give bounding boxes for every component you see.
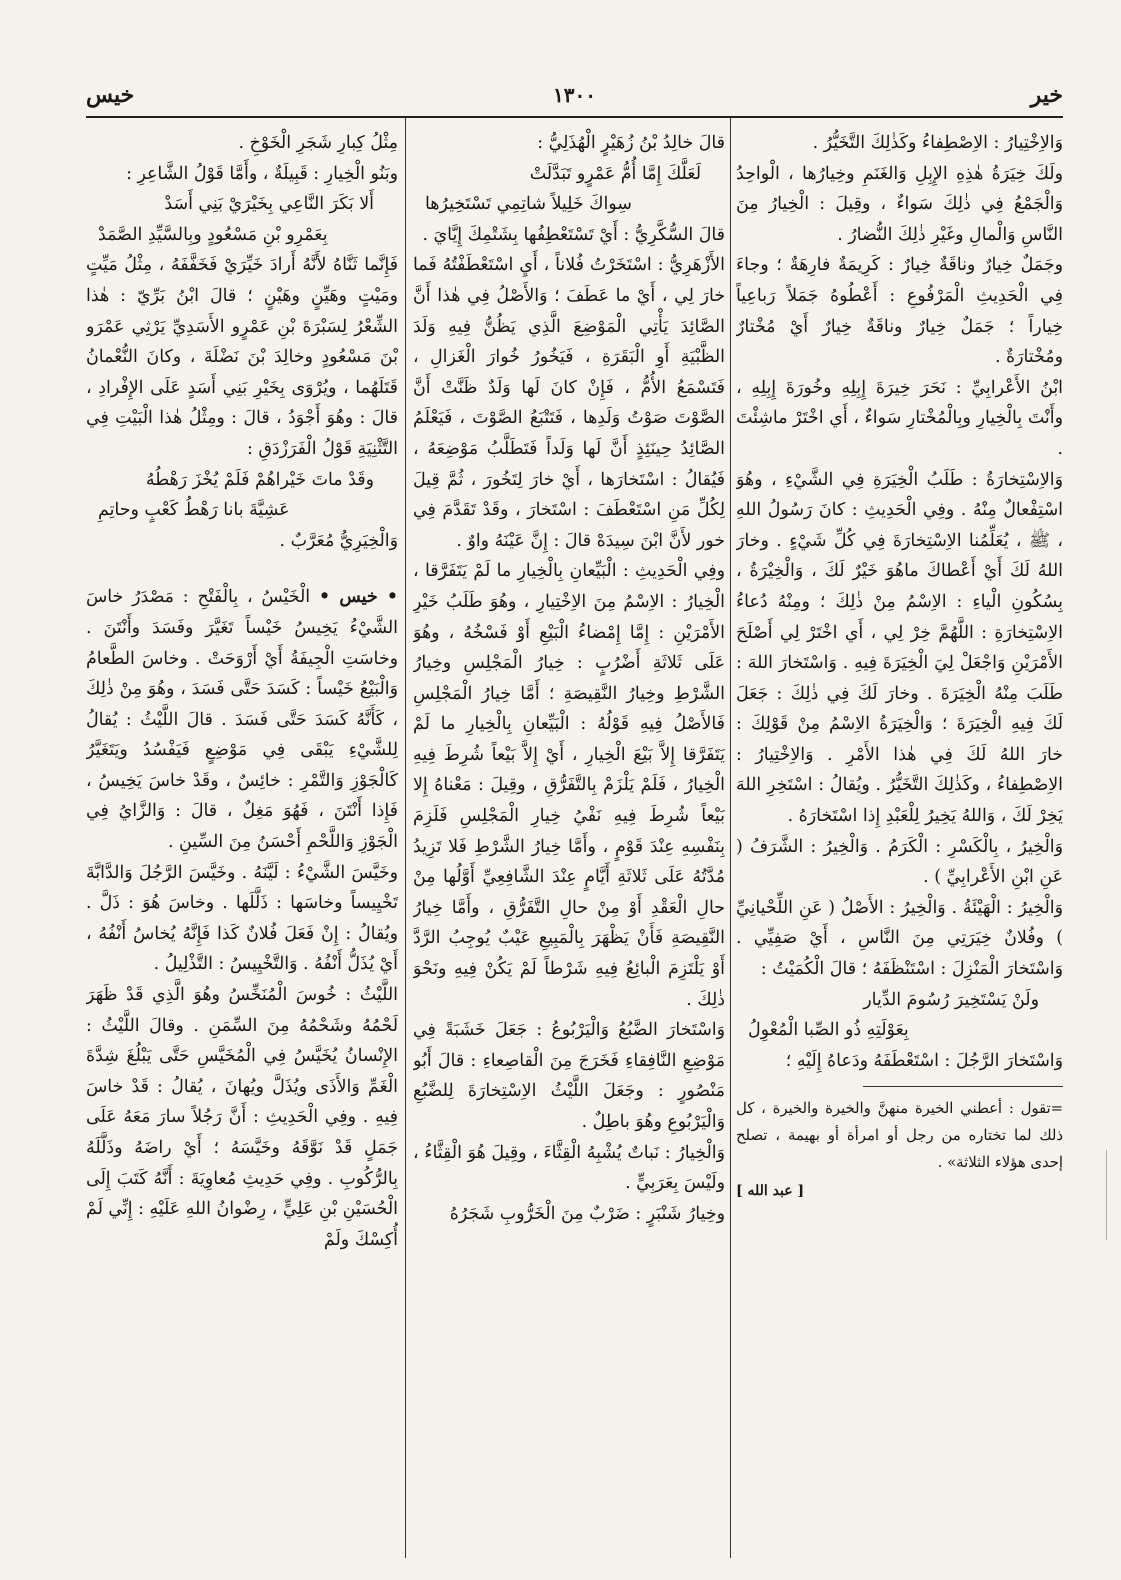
entry-paragraph — [86, 582, 398, 857]
right-column — [736, 128, 1063, 1548]
header-right-word: خير — [1030, 82, 1063, 108]
column-divider-left — [405, 118, 406, 1558]
paragraph: ولَكَ خِيَرَةُ هٰذِهِ الإِبِلِ وَالغَنَمِ وخِيارُها ، الْواحِدُ وَالْجَمْعُ فِي ذٰلِكَ سَواءٌ ، وقِيلَ : الْخِيارُ مِنَ النَّاسِ وَالْمالِ وغَيْرِ ذٰلِكَ النُّضارُ . — [736, 163, 1063, 245]
header-rule — [86, 116, 1063, 118]
paragraph: وَاسْتَخارَ الضَّبُعُ وَالْيَرْبُوعُ : جَعَلَ خَشَبَةً فِي مَوْضِعِ النَّافِقاءِ فَخَرَجَ مِنَ الْقاصِعاءِ : قالَ أَبُو مَنْصُورٍ : وجَعَلَ اللَّيْثُ الاِسْتِخارَةَ لِلضَّبُعِ وَالْيَرْبُوعِ وهُوَ باطِلٌ . — [413, 1020, 725, 1132]
paragraph: الأَزْهَرِيُّ : اسْتَخَرْتُ فُلاناً ، أَيِ اسْتَعْطَفْتُهُ فَما خارَ لِي ، أَيْ ما عَطَفَ ؛ وَالأَصْلُ فِي هٰذا أَنَّ الصَّائِدَ يَأْتِي الْمَوْضِعَ الَّذِي يَظُنُّ فِيهِ وَلَدَ الظَّبْيَةِ أَوِ الْبَقَرَةِ ، فَيَخُورُ خُوارَ الْغَزالِ ، فَتَسْمَعُ الأُمُّ ، فَإِنْ كانَ لَها وَلَدٌ ظَنَّتْ أَنَّ الصَّوْتَ صَوْتُ وَلَدِها ، فَتَتْبَعُ الصَّوْتَ ، فَيَعْلَمُ الصَّائِدُ حِينَئِذٍ أَنَّ لَها وَلَداً فَتَطَلَّبُ مَوْضِعَهُ ، فَيُقالُ : اسْتَخارَها ، أَيْ خارَ لِتَخُورَ ، ثُمَّ قِيلَ لِكُلِّ مَنِ اسْتَعْطَفَ : اسْتَخارَ ، وقَدْ تَقَدَّمَ فِي خور لأَنَّ ابْنَ سِيدَهْ قالَ : إِنَّ عَيْنَهُ واوٌ . — [413, 255, 725, 551]
paragraph: فَإِنَّما ثَنَّاهُ لأَنَّهُ أَرادَ خَيِّرَيْ فَخَفَّفَهُ ، مِثْلُ مَيِّتٍ ومَيْتٍ وهَيِّنٍ وهَيْنٍ ؛ قالَ ابْنُ بَرِّيّ : هٰذا الشِّعْرُ لِسَبْرَةَ بْنِ عَمْرٍو الأَسَدِيِّ يَرْثِي عَمْرَو بْنَ مَسْعُودٍ وخالِدَ بْنَ نَضْلَةَ ، وكانَ النُّعْمانُ قَتَلَهُما ، ويُرْوَى بِخَيْرِ بَنِي أَسَدٍ عَلَى الإِفْرادِ ، قالَ : وهُوَ أَجْوَدُ ، قالَ : ومِثْلُ هٰذا الْبَيْتِ فِي التَّثْنِيَةِ قَوْلُ الْفَرَزْدَقِ : — [86, 255, 398, 459]
paragraph: قالَ السُّكَّرِيُّ : أَيْ تَسْتَعْطِفُها بِشَتْمِكَ إِيَّايَ . — [422, 224, 725, 245]
middle-column — [413, 128, 725, 1548]
paragraph: وبَنُو الْخِيارِ : قَبِيلَةٌ ، وأَمَّا قَوْلُ الشَّاعِرِ : — [126, 163, 398, 184]
verse-line: بِعَوْلَتِهِ ذُو الصِّبا الْمُعْوِلُ — [748, 1020, 909, 1041]
entry-gap — [86, 556, 398, 582]
page-header — [86, 78, 1063, 118]
verse-line: سِواكَ خَلِيلاً شاتِمِي تَسْتَخِيرُها — [425, 194, 632, 215]
verse-line: ولَنْ يَسْتَخِيرَ رُسُومَ الدِّيار — [863, 989, 1039, 1010]
paragraph: وَالْخِيرُ : الْهَيْئَةُ . وَالْخِيرُ : الأَصْلُ ( عَنِ اللِّحْيانِيِّ ) وفُلانٌ خِيَرَتِي مِنَ النَّاسِ ، أَيْ صَفِيِّي . وَاسْتَخارَ الْمَنْزِلَ : اسْتَنْظَفَهُ ؛ قالَ الْكُمَيْتُ : — [736, 897, 1063, 980]
verse-line: بِعَمْرِو بْنِ مَسْعُودٍ وبِالسَّيِّدِ الصَّمَدْ — [98, 224, 328, 245]
column-divider-right — [730, 118, 731, 1558]
paragraph: اللَّيْثُ : خُوسَ الْمُنَخِّسُ وهُوَ الَّذِي قَدْ ظَهَرَ لَحْمُهُ وشَحْمُهُ مِنَ السِّمَنِ . وقالَ اللَّيْثُ : الإِنْسانُ يُخَيَّسُ فِي الْمُخَيَّسِ حَتَّى يَبْلُغَ شِدَّةَ الْغَمِّ وَالأَذَى ويُذَلَّ ويُهانَ ، يُقالُ : قَدْ خاسَ فِيهِ . وفِي الْحَدِيثِ : أَنَّ رَجُلاً سارَ مَعَهُ عَلَى جَمَلٍ قَدْ نَوَّقَهُ وخَيَّسَهُ ؛ أَيْ راضَهُ وذَلَّلَهُ بِالرُّكُوبِ . وفِي حَدِيثِ مُعاوِيَةَ : أَنَّهُ كَتَبَ إِلَى الْحُسَيْنِ بْنِ عَلِيٍّ ، رِضْوانُ اللهِ عَلَيْهِ : إِنِّي لَمْ أُكِسْكَ ولَمْ — [86, 985, 398, 1250]
left-column — [86, 128, 398, 1548]
verse-line: لَعَلَّكَ إِمَّا أُمُّ عَمْرٍو تَبَدَّلَتْ — [529, 163, 701, 184]
paragraph: ابْنُ الأَعْرابِيِّ : نَحَرَ خِيرَةَ إِبِلِهِ وخُورَةَ إِبِلِهِ ، وأَنْتَ بِالْخِيارِ وبِالْمُخْتارِ سَواءٌ ، أَي اخْتَرْ ماشِئْتَ . — [736, 377, 1063, 459]
footnote-signature: [ عبد الله ] — [736, 1183, 805, 1200]
margin-mark — [1098, 1150, 1107, 1240]
entry-headword: • خيس • — [318, 587, 398, 608]
verse-line: عَشِيَّةَ بانا رَهْطُ كَعْبٍ وحاتِمِ — [98, 500, 290, 521]
paragraph: وفِي الْحَدِيثِ : الْبَيِّعانِ بِالْخِيارِ ما لَمْ يَتَفَرَّقا ، الْخِيارُ : الاِسْمُ مِنَ الاِخْتِيارِ ، وهُوَ طَلَبُ خَيْرِ الأَمْرَيْنِ : إِمَّا إِمْضاءُ الْبَيْعِ أَوْ فَسْخُهُ ، وهُوَ عَلَى ثَلاثَةِ أَضْرُبٍ : خِيارُ الْمَجْلِسِ وخِيارُ الشَّرْطِ وخِيارُ النَّقِيصَةِ ؛ أَمَّا خِيارُ الْمَجْلِسِ فَالأَصْلُ فِيهِ قَوْلُهُ : الْبَيِّعانِ بِالْخِيارِ ما لَمْ يَتَفَرَّقا إِلاَّ بَيْعَ الْخِيارِ ، أَيْ إِلاَّ بَيْعاً شُرِطَ فِيهِ الْخِيارُ ، فَلَمْ يَلْزَمْ بِالتَّفَرُّقِ ، وقِيلَ : مَعْناهُ إِلا بَيْعاً شُرِطَ فِيهِ نَفْيُ خِيارِ الْمَجْلِسِ فَلَزِمَ بِنَفْسِهِ عِنْدَ قَوْمٍ ، وأَمَّا خِيارُ الشَّرْطِ فَلا تَزِيدُ مُدَّتُهُ عَلَى ثَلاثَةِ أَيَّامٍ عِنْدَ الشَّافِعِيِّ أَوَّلُها مِنْ حالِ الْعَقْدِ أَوْ مِنْ حالِ التَّفَرُّقِ ، وأَمَّا خِيارُ النَّقِيصَةِ فَأَنْ يَظْهَرَ بِالْمَبِيعِ عَيْبٌ يُوجِبُ الرَّدَّ أَوْ يَلْتَزِمَ الْبائِعُ فِيهِ شَرْطاً لَمْ يَكُنْ فِيهِ ونَحْوَ ذٰلِكَ . — [413, 561, 725, 1010]
paragraph: وخِيارُ شَنْبَرٍ : ضَرْبٌ مِنَ الْخَرُّوبِ شَجَرُهُ — [449, 1203, 725, 1224]
header-left-word: خيس — [86, 82, 135, 108]
verse-line: وقَدْ ماتَ خَيْراهُمْ فَلَمْ يُخْزَ رَهْطُهُ — [145, 469, 374, 490]
verse-line: أَلا بَكَرَ النَّاعِي بِخَيْرَيْ بَنِي أَسَدْ — [164, 194, 374, 215]
paragraph: وجَمَلٌ خِيارٌ وناقَةٌ خِيارٌ : كَرِيمَةٌ فارِهَةٌ ؛ وجاءَ فِي الْحَدِيثِ الْمَرْفُوعِ : أَعْطُوهُ جَمَلاً رَباعِياً خِياراً ؛ جَمَلٌ خِيارٌ وناقَةٌ خِيارٌ أَيْ مُخْتارٌ ومُخْتارَةٌ . — [736, 255, 1063, 368]
paragraph: وَالاِسْتِخارَةُ : طَلَبُ الْخِيَرَةِ فِي الشَّيْءِ ، وهُوَ اسْتِفْعالٌ مِنْهُ . وفِي الْحَدِيثِ : كانَ رَسُولُ اللهِ ، ﷺ ، يُعَلِّمُنا الاِسْتِخارَةَ فِي كُلِّ شَيْءٍ . وخارَ اللهُ لَكَ أَيْ أَعْطاكَ ماهُوَ خَيْرٌ لَكَ ، وَالْخِيْرَةُ ، بِسُكُونِ الْياءِ : الاِسْمُ مِنْ ذٰلِكَ ؛ ومِنْهُ دُعاءُ الاِسْتِخارَةِ : اللَّهُمَّ خِرْ لِي ، أَي اخْتَرْ لِي أَصْلَحَ الأَمْرَيْنِ وَاجْعَلْ لِيَ الْخِيَرَةَ فِيهِ . وَاسْتَخارَ اللهَ : طَلَبَ مِنْهُ الْخِيَرَةَ . وخارَ لَكَ فِي ذٰلِكَ : جَعَلَ لَكَ فِيهِ الْخِيَرَةَ ؛ وَالْخِيَرَةُ الاِسْمُ مِنْ قَوْلِكَ : خارَ اللهُ لَكَ فِي هٰذا الأَمْرِ . وَالاِخْتِيارُ : الاِصْطِفاءُ ، وكَذٰلِكَ التَّخَيُّرُ . ويُقالُ : اسْتَخِرِ اللهَ يَخِرْ لَكَ ، وَاللهُ يَخِيرُ لِلْعَبْدِ إِذا اسْتَخارَهُ . — [736, 469, 1063, 827]
paragraph: وَالْخِيارُ : نَباتٌ يُشْبِهُ الْقِثَّاءَ ، وقِيلَ هُوَ الْقِثَّاءُ ، ولَيْسَ بِعَرَبِيٍّ . — [413, 1142, 725, 1194]
page-number: ١٣٠٠ — [553, 83, 596, 107]
entry-text: الْخَيْسُ ، بِالْفَتْحِ : مَصْدَرُ خاسَ الشَّيْءُ يَخِيسُ خَيْساً تَغَيَّرَ وفَسَدَ وأَنْتَنَ . وخاسَتِ الْجِيفَةُ أَيْ أَرْوَحَتْ . وخاسَ الطَّعامُ وَالْبَيْعُ خَيْساً : كَسَدَ حَتَّى فَسَدَ ، وهُوَ مِنْ ذٰلِكَ ، كَأَنَّهُ كَسَدَ حَتَّى فَسَدَ . قالَ اللَّيْثُ : يُقالُ لِلشَّيْءِ يَبْقَى فِي مَوْضِعٍ فَيَفْسُدُ ويَتَغَيَّرُ كَالْجَوْزِ وَالتَّمْرِ : خائِسٌ ، وقَدْ خاسَ يَخِيسُ ، فَإِذا أَنْتَنَ ، فَهُوَ مَغِلٌ ، قالَ : وَالزَّايُ فِي الْجَوْزِ وَاللَّحْمِ أَحْسَنُ مِنَ السِّينِ . — [86, 587, 398, 853]
paragraph: مِثْلُ كِبارِ شَجَرِ الْخَوْخِ . — [238, 133, 398, 153]
paragraph: وَالْخِيرُ ، بِالْكَسْرِ : الْكَرَمُ . وَالْخِيرُ : الشَّرَفُ ( عَنِ ابْنِ الأَعْرابِيِّ ) . — [736, 836, 1063, 888]
paragraph: وَاسْتَخارَ الرَّجُلَ : اسْتَعْطَفَهُ ودَعاهُ إِلَيْهِ ؛ — [785, 1050, 1063, 1071]
paragraph: قالَ خالِدُ بْنُ زُهَيْرٍ الْهُذَلِيُّ : — [537, 133, 725, 153]
paragraph: وَالْخِيَرِيُّ مُعَرَّبٌ . — [279, 530, 398, 551]
footnote: =تقول : أعطني الخيرة منهنَّ والخيرة والخيرة ، كل ذلك لما تختاره من رجل أو امرأة أو بهيمة ، تصلح إحدى هؤلاء الثلاثة» . — [736, 1100, 1063, 1172]
paragraph: وخَيَّسَ الشَّيْءُ : لَيَّنَهُ . وخَيَّسَ الرَّجُلَ وَالدَّابَّةَ تَخْيِيساً وخاسَها : ذَلَّلَها . وخاسَ هُوَ : ذَلَّ . ويُقالُ : إِنْ فَعَلَ فُلانٌ كَذا فَإِنَّهُ يُخاسُ أَنْفُهُ ، أَيْ يُذَلُّ أَنْفُهُ . وَالتَّخْيِيسُ : التَّذْلِيلُ . — [86, 862, 398, 975]
paragraph: وَالاِخْتِيارُ : الاِصْطِفاءُ وكَذٰلِكَ التَّخَيُّرُ . — [812, 133, 1063, 153]
footnote-rule — [863, 1086, 1063, 1087]
